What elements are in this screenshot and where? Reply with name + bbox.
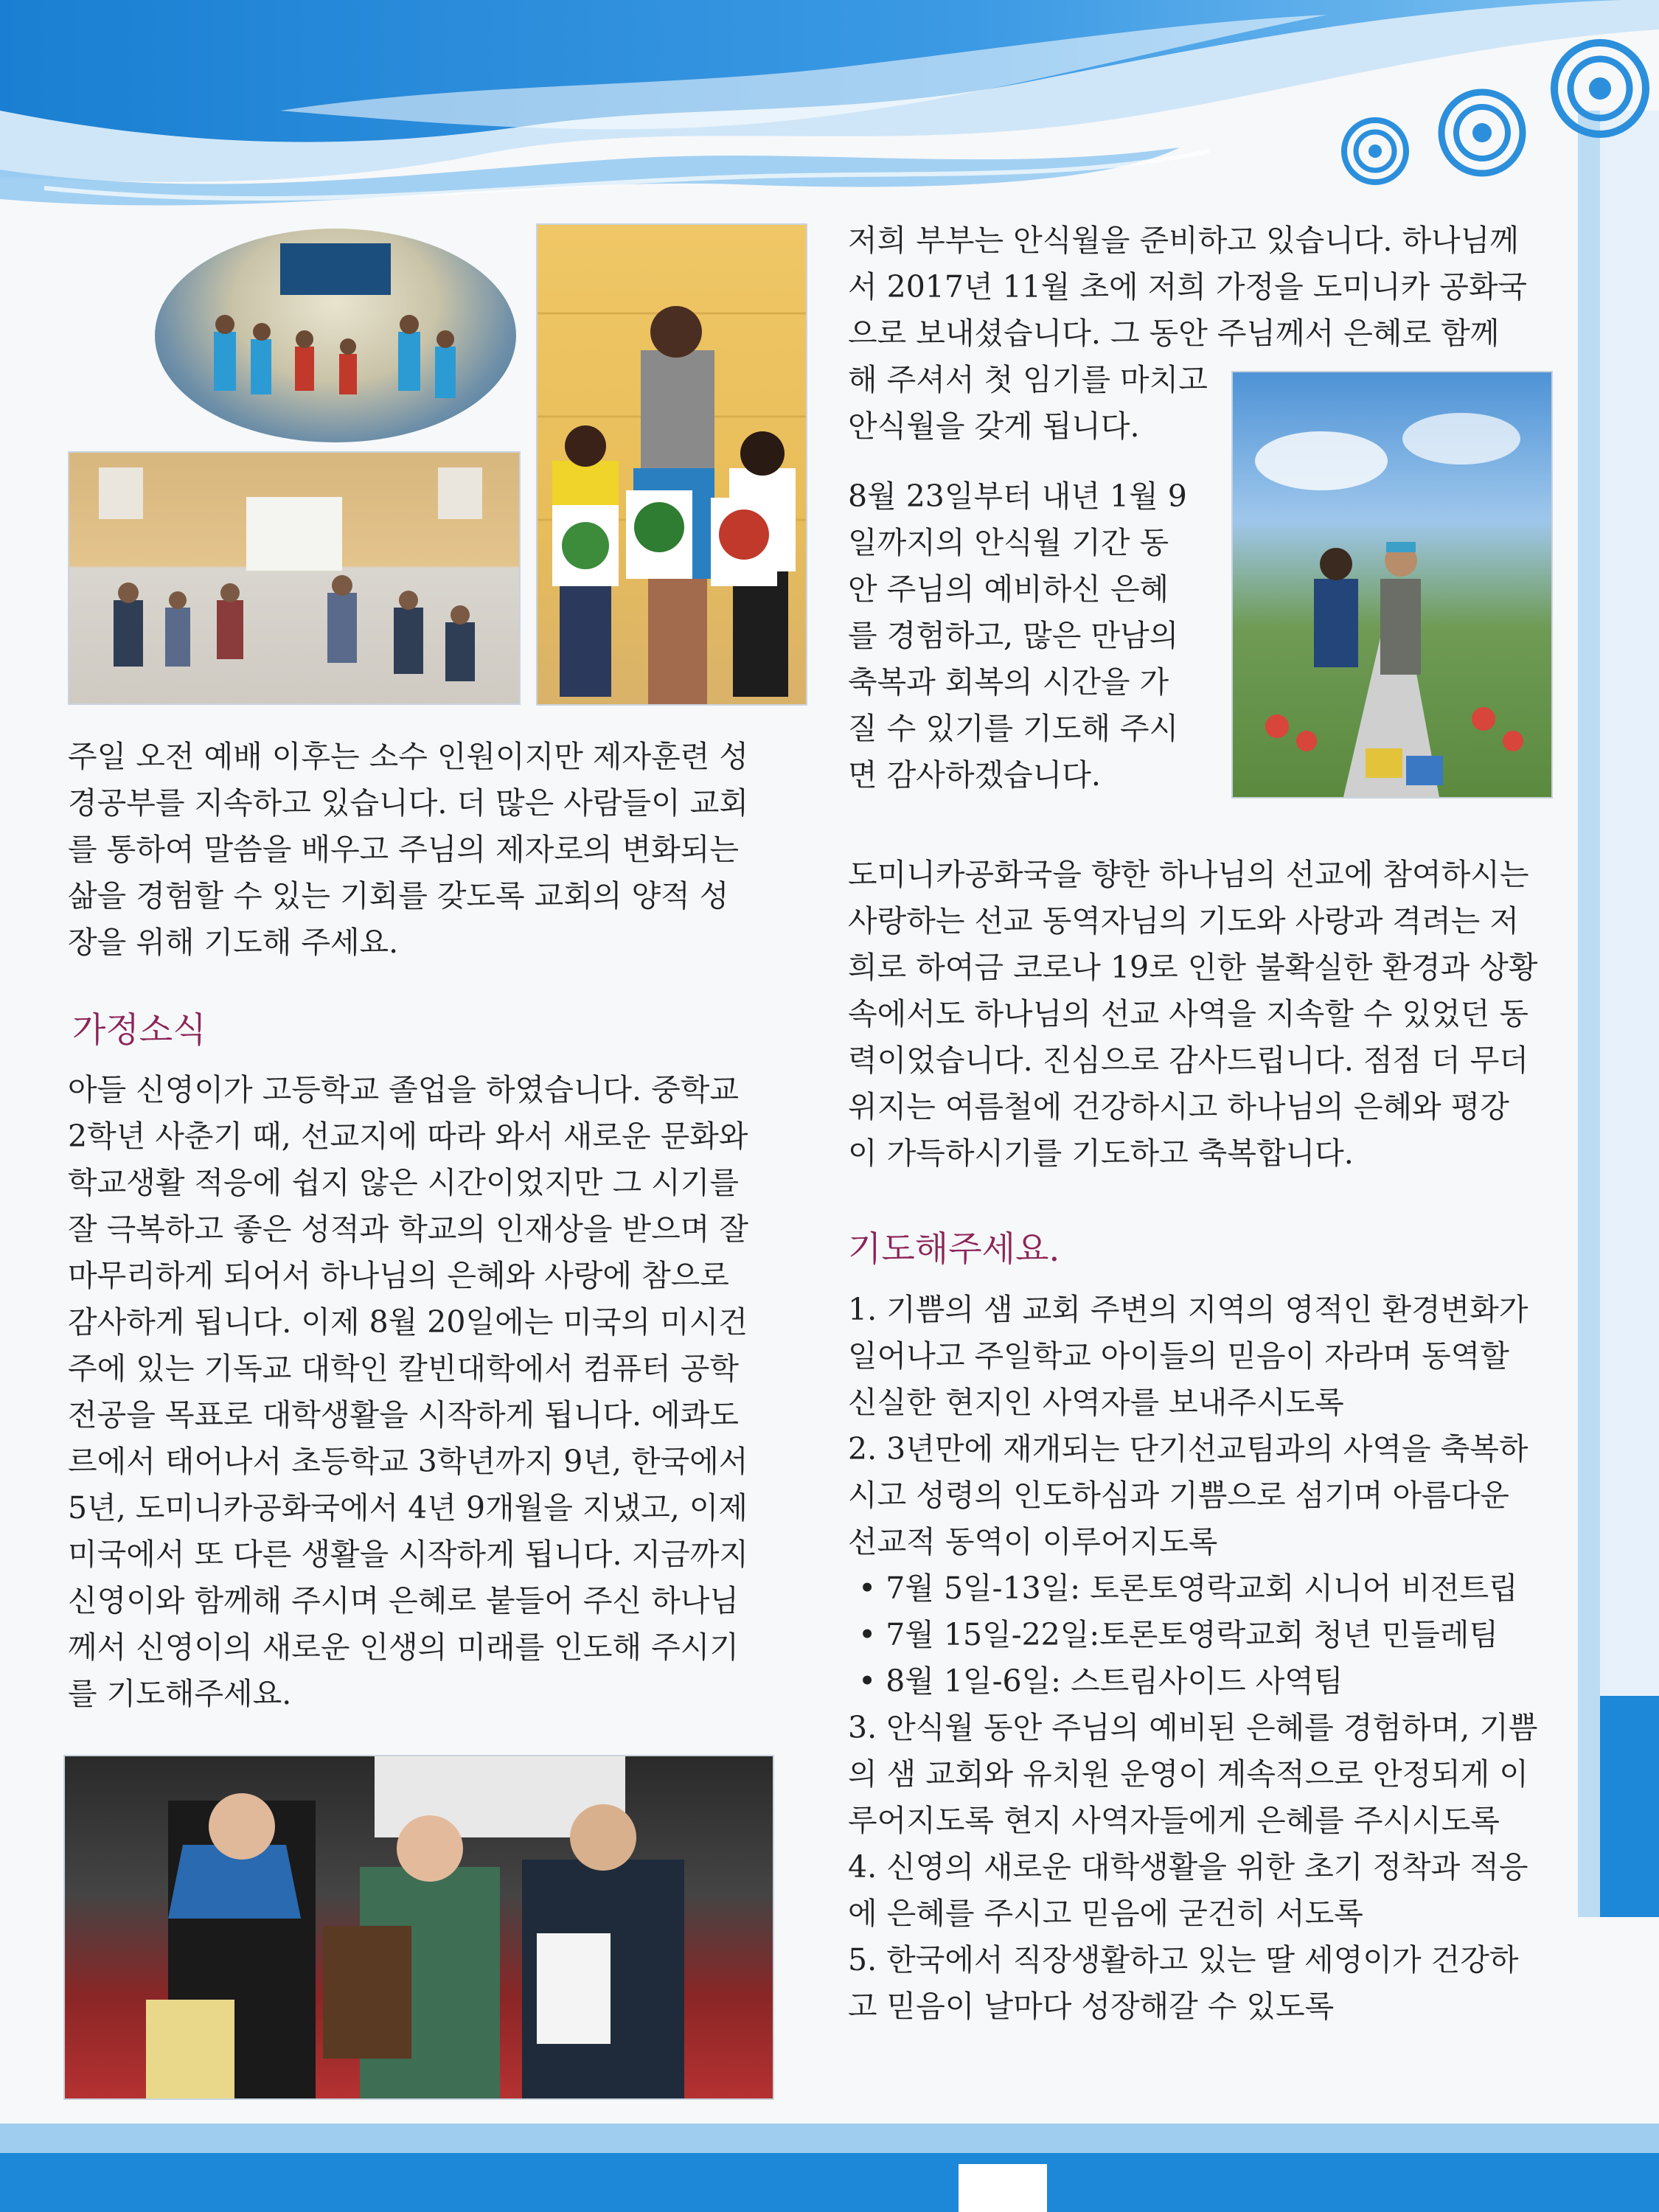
- text-line: 주에 있는 기독교 대학인 칼빈대학에서 컴퓨터 공학: [68, 1351, 739, 1386]
- prayer-line: 1. 기쁨의 샘 교회 주변의 지역의 영적인 환경변화가: [848, 1292, 1528, 1327]
- prayer-list: [848, 1287, 1563, 2030]
- text-line: 잘 극복하고 좋은 성적과 학교의 인재상을 받으며 잘: [68, 1211, 748, 1247]
- text-line: 를 기도해주세요.: [68, 1676, 292, 1711]
- text-line: 질 수 있기를 기도해 주시: [848, 711, 1179, 746]
- schedule-bullet: • 7월 15일-22일:토론토영락교회 청년 민들레팀: [858, 1617, 1499, 1652]
- text-line: 8월 23일부터 내년 1월 9: [848, 479, 1187, 514]
- text-line: 해 주셔서 첫 임기를 마치고: [848, 362, 1208, 397]
- text-line: 안식월을 갖게 됩니다.: [848, 408, 1140, 444]
- graduation-family-photo: [63, 1755, 774, 2100]
- text-line: 력이었습니다. 진심으로 감사드립니다. 점점 더 무더: [848, 1043, 1528, 1078]
- prayer-line: 5. 한국에서 직장생활하고 있는 딸 세영이가 건강하: [848, 1942, 1519, 1978]
- thanks-paragraph: [848, 852, 1563, 1177]
- prayer-line: 일어나고 주일학교 아이들의 믿음이 자라며 동역할: [848, 1338, 1509, 1374]
- text-line: 경공부를 지속하고 있습니다. 더 많은 사람들이 교회: [68, 785, 748, 821]
- family-news-heading: 가정소식: [72, 1010, 206, 1051]
- text-line: 축복과 회복의 시간을 가: [848, 664, 1169, 700]
- text-line: 속에서도 하나님의 선교 사역을 지속할 수 있었던 동: [848, 996, 1528, 1032]
- prayer-line: 2. 3년만에 재개되는 단기선교팀과의 사역을 축복하: [848, 1431, 1528, 1467]
- prayer-line: 3. 안식월 동안 주님의 예비된 은혜를 경험하며, 기쁨: [848, 1710, 1538, 1745]
- text-line: 신영이와 함께해 주시며 은혜로 붙들어 주신 하나님: [68, 1583, 739, 1618]
- text-line: 이 가득하시기를 기도하고 축복합니다.: [848, 1135, 1354, 1171]
- text-line: 도미니카공화국을 향한 하나님의 선교에 참여하시는: [848, 857, 1529, 892]
- family-news-paragraph: [68, 1067, 787, 1717]
- prayer-line: 에 은혜를 주시고 믿음에 굳건히 서도록: [848, 1896, 1363, 1931]
- text-line: 마무리하게 되어서 하나님의 은혜와 사랑에 참으로: [68, 1258, 729, 1293]
- text-line: 안 주님의 예비하신 은혜: [848, 571, 1169, 607]
- text-line: 주일 오전 예배 이후는 소수 인원이지만 제자훈련 성: [68, 739, 748, 774]
- text-line: 장을 위해 기도해 주세요.: [68, 925, 399, 960]
- text-line: 2학년 사춘기 때, 선교지에 따라 와서 새로운 문화와: [68, 1119, 748, 1154]
- text-line: 으로 보내셨습니다. 그 동안 주님께서 은혜로 함께: [848, 316, 1500, 351]
- text-line: 삶을 경험할 수 있는 기회를 갖도록 교회의 양적 성: [68, 878, 729, 914]
- text-line: 학교생활 적응에 쉽지 않은 시간이었지만 그 시기를: [68, 1165, 739, 1200]
- text-line: 감사하게 됩니다. 이제 8월 20일에는 미국의 미시건: [68, 1304, 748, 1340]
- discipleship-paragraph: [68, 734, 787, 966]
- prayer-line: 고 믿음이 날마다 성장해갈 수 있도록: [848, 1989, 1335, 2024]
- text-line: 미국에서 또 다른 생활을 시작하게 됩니다. 지금까지: [68, 1537, 748, 1572]
- prayer-line: 신실한 현지인 사역자를 보내주시도록: [848, 1385, 1344, 1420]
- children-worship-photo: [155, 229, 516, 442]
- prayer-line: 의 샘 교회와 유치원 운영이 계속적으로 안정되게 이: [848, 1756, 1528, 1792]
- prayer-line: 루어지도록 현지 사역자들에게 은혜를 주시시도록: [848, 1803, 1500, 1838]
- children-drawings-photo: [536, 223, 807, 706]
- prayer-line: 선교적 동역이 이루어지도록: [848, 1524, 1218, 1559]
- adult-study-photo: [68, 451, 521, 705]
- text-line: 사랑하는 선교 동역자님의 기도와 사랑과 격려는 저: [848, 903, 1519, 939]
- text-line: 를 통하여 말씀을 배우고 주님의 제자로의 변화되는: [68, 832, 739, 867]
- text-line: 일까지의 안식월 기간 동: [848, 525, 1169, 560]
- text-line: 위지는 여름철에 건강하시고 하나님의 은혜와 평강: [848, 1089, 1509, 1124]
- text-line: 르에서 태어나서 초등학교 3학년까지 9년, 한국에서: [68, 1444, 748, 1479]
- schedule-bullet: • 7월 5일-13일: 토론토영락교회 시니어 비전트립: [858, 1571, 1518, 1606]
- text-line: 희로 하여금 코로나 19로 인한 불확실한 환경과 상황: [848, 950, 1538, 985]
- text-line: 저희 부부는 안식월을 준비하고 있습니다. 하나님께: [848, 223, 1519, 258]
- text-line: 아들 신영이가 고등학교 졸업을 하였습니다. 중학교: [68, 1072, 739, 1107]
- prayer-line: 4. 신영의 새로운 대학생활을 위한 초기 정착과 적응: [848, 1849, 1528, 1885]
- text-line: 를 경험하고, 많은 만남의: [848, 618, 1179, 653]
- text-line: 께서 신영이의 새로운 인생의 미래를 인도해 주시기: [68, 1630, 739, 1665]
- schedule-bullet: • 8월 1일-6일: 스트림사이드 사역팀: [858, 1663, 1343, 1699]
- prayer-line: 시고 성령의 인도하심과 기쁨으로 섬기며 아름다운: [848, 1478, 1509, 1513]
- sabbatical-period-paragraph: [848, 473, 1209, 799]
- text-line: 5년, 도미니카공화국에서 4년 9개월을 지냈고, 이제: [68, 1490, 748, 1526]
- prayer-heading: 기도해주세요.: [848, 1229, 1060, 1270]
- text-line: 전공을 목표로 대학생활을 시작하게 됩니다. 에콰도: [68, 1397, 739, 1433]
- text-line: 면 감사하겠습니다.: [848, 757, 1101, 793]
- sabbatical-intro-paragraph: [848, 218, 1563, 450]
- text-line: 서 2017년 11월 초에 저희 가정을 도미니카 공화국: [848, 269, 1528, 305]
